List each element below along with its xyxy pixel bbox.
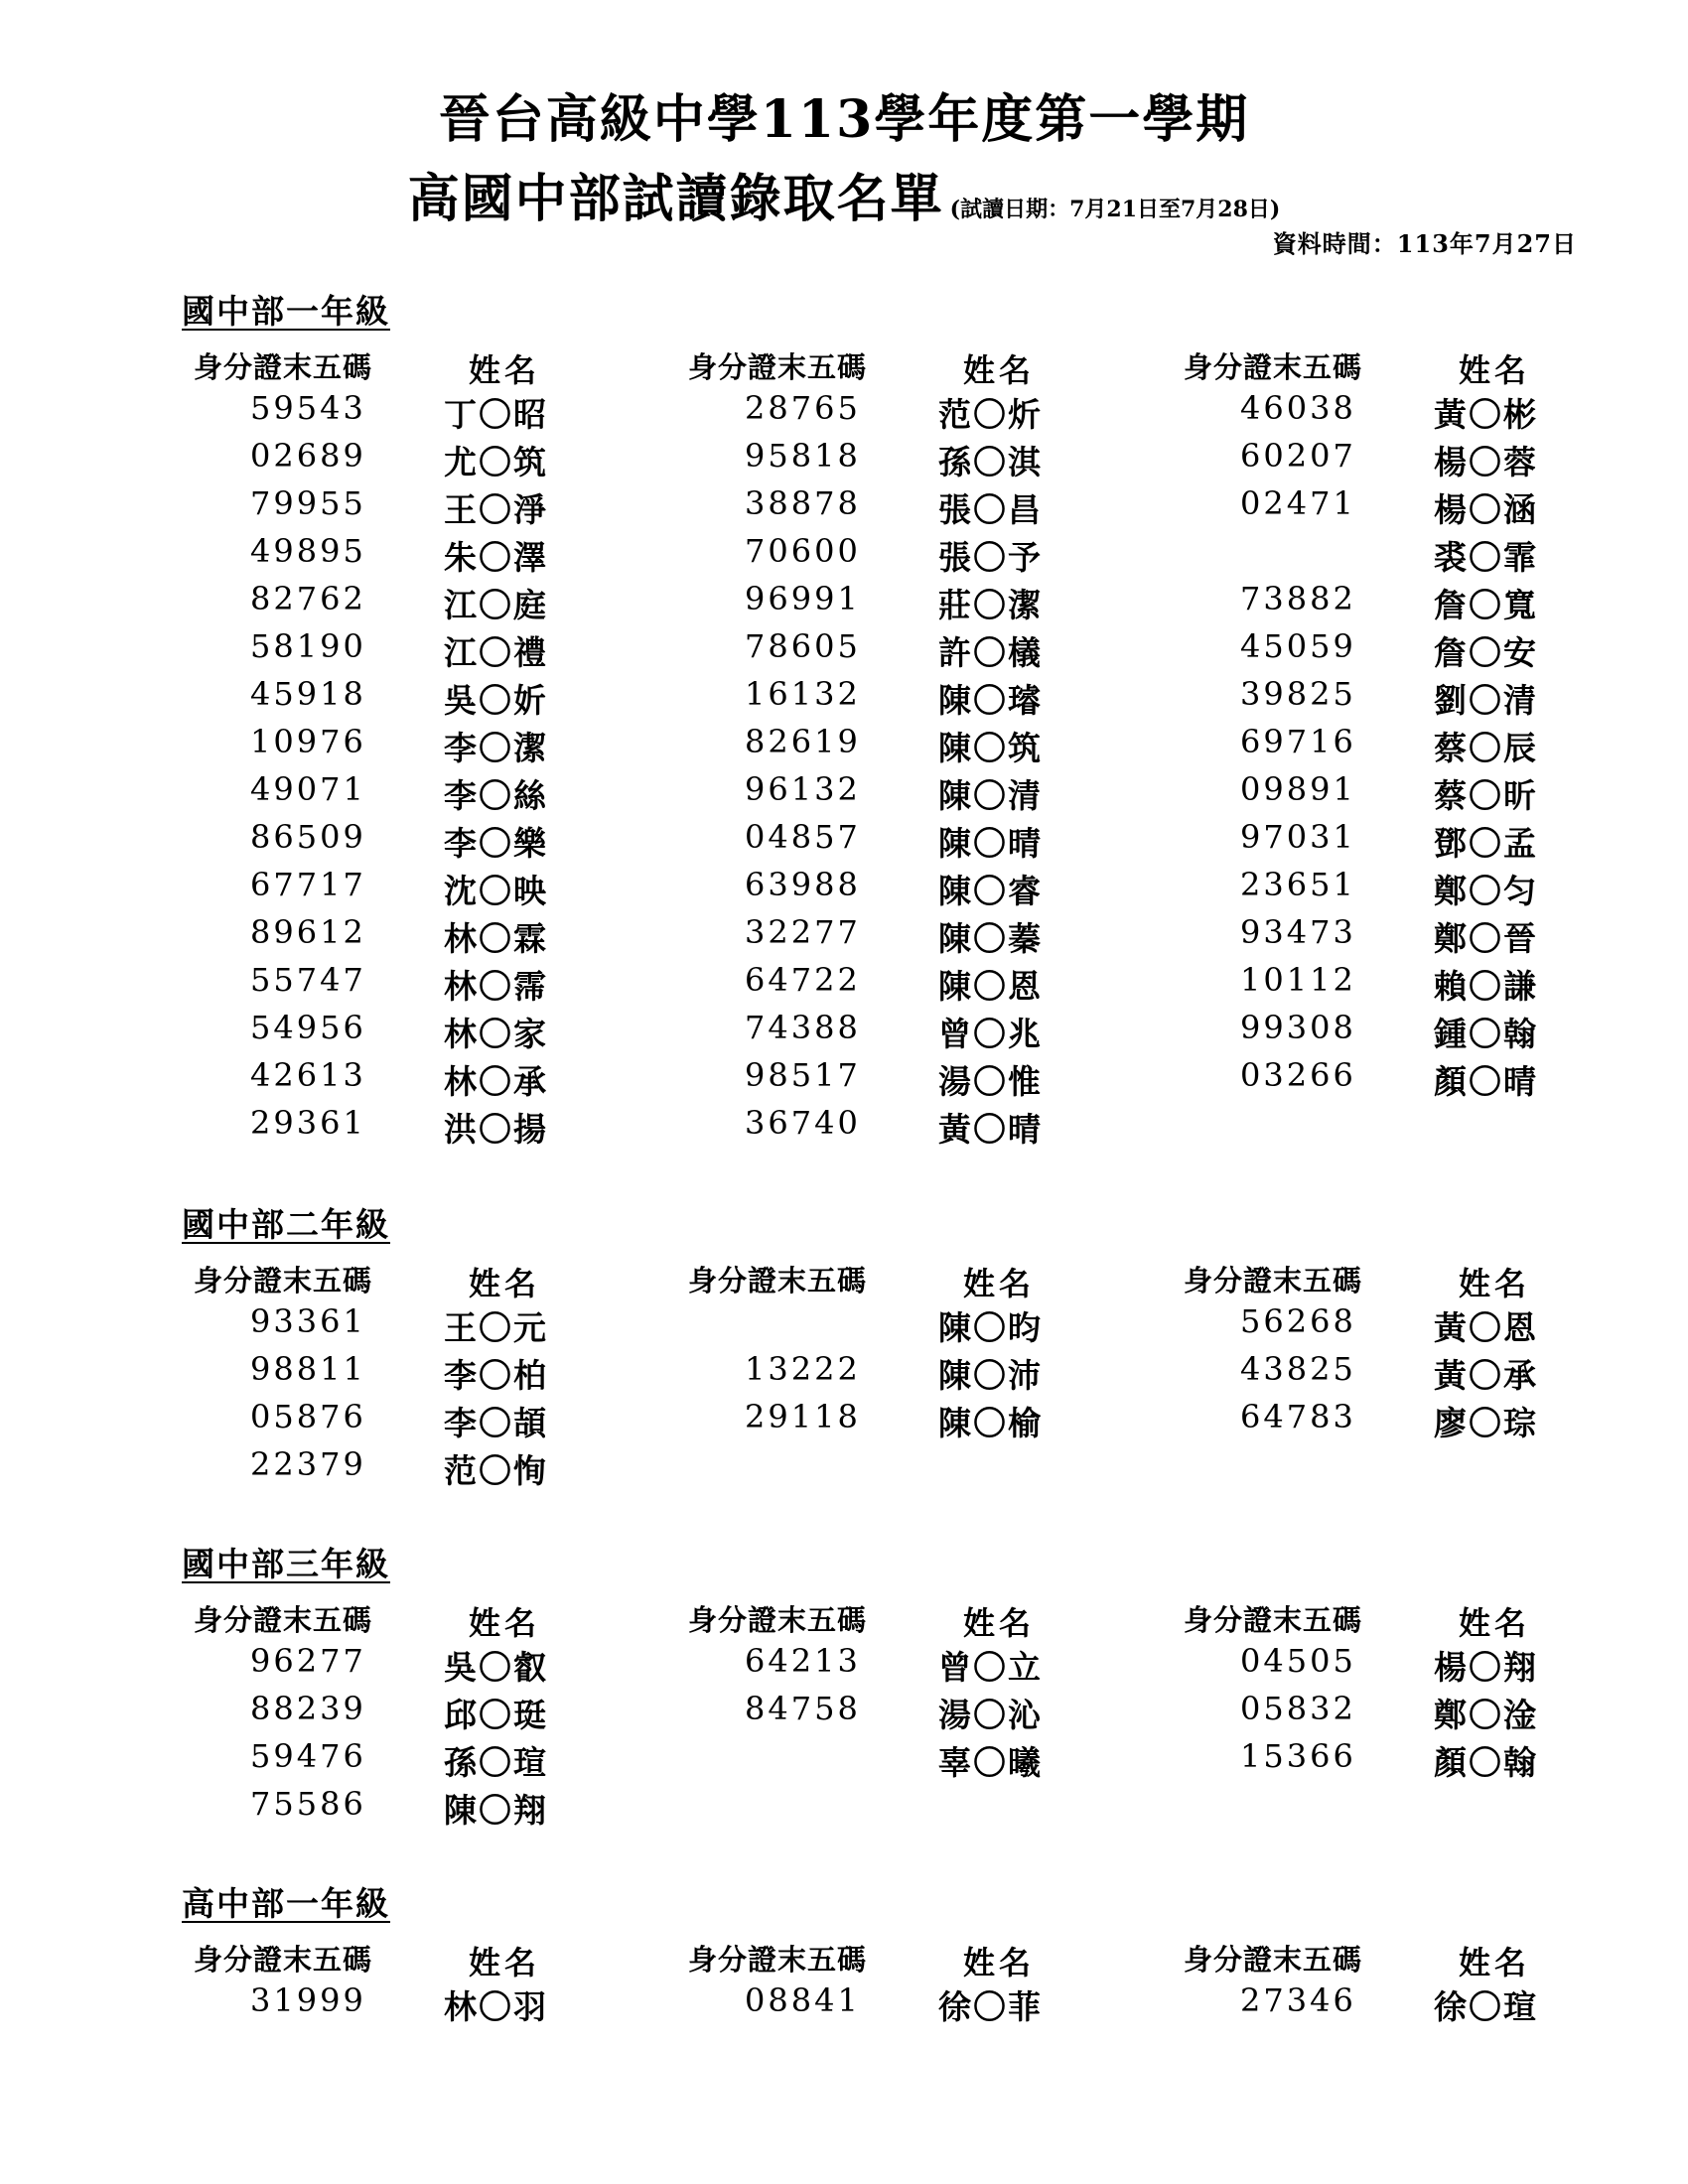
student-name: 劉〇清	[1434, 681, 1538, 720]
column-header-name: 姓名	[1459, 1944, 1531, 1981]
column-header-id: 身分證末五碼	[688, 1264, 868, 1297]
data-timestamp: 資料時間：113年7月27日	[1272, 229, 1577, 258]
list-row	[194, 1104, 670, 1152]
id-last-five: 82619	[745, 723, 861, 760]
student-name: 陳〇清	[938, 776, 1043, 815]
student-name: 江〇庭	[444, 586, 548, 624]
id-last-five: 36740	[745, 1104, 861, 1142]
student-name: 范〇恂	[444, 1451, 548, 1490]
student-name: 曾〇立	[938, 1648, 1043, 1687]
list-row	[688, 627, 1165, 675]
id-last-five: 98811	[250, 1350, 366, 1388]
student-name: 張〇昌	[938, 490, 1043, 529]
column-header-id: 身分證末五碼	[194, 1603, 373, 1637]
list-row	[1184, 961, 1660, 1009]
student-name: 林〇霈	[444, 967, 548, 1006]
list-row	[194, 437, 670, 484]
column-header-name: 姓名	[1459, 1604, 1531, 1642]
student-name: 李〇樂	[444, 824, 548, 863]
id-last-five: 67717	[250, 866, 366, 903]
list-row	[1184, 437, 1660, 484]
column-header-name: 姓名	[963, 1944, 1036, 1981]
student-name: 湯〇惟	[938, 1062, 1043, 1101]
id-last-five: 64213	[745, 1642, 861, 1680]
id-last-five: 63988	[745, 866, 861, 903]
id-last-five: 58190	[250, 627, 366, 665]
id-last-five: 10112	[1240, 961, 1356, 999]
list-row	[688, 1642, 1165, 1690]
id-last-five: 15366	[1240, 1737, 1356, 1775]
list-row	[688, 580, 1165, 627]
list-row	[194, 484, 670, 532]
list-row	[194, 770, 670, 818]
student-name: 徐〇菲	[938, 1987, 1043, 2026]
list-row	[688, 1302, 1165, 1350]
student-name: 陳〇沛	[938, 1356, 1043, 1395]
student-name: 顏〇翰	[1434, 1743, 1538, 1782]
list-row	[688, 437, 1165, 484]
list-row	[688, 389, 1165, 437]
student-name: 黃〇彬	[1434, 395, 1538, 434]
id-last-five: 49071	[250, 770, 366, 808]
student-name: 蔡〇辰	[1434, 729, 1538, 767]
id-last-five: 96132	[745, 770, 861, 808]
list-row	[194, 1302, 670, 1350]
id-last-five: 28765	[745, 389, 861, 427]
id-last-five: 43825	[1240, 1350, 1356, 1388]
student-name: 尤〇筑	[444, 443, 548, 481]
section-title: 國中部一年級	[182, 292, 390, 331]
student-name: 詹〇安	[1434, 633, 1538, 672]
list-row	[688, 484, 1165, 532]
column-header-name: 姓名	[963, 351, 1036, 389]
list-row	[1184, 1350, 1660, 1398]
id-last-five: 27346	[1240, 1981, 1356, 2019]
list-row	[688, 532, 1165, 580]
list-row	[194, 675, 670, 723]
student-name: 裘〇霏	[1434, 538, 1538, 577]
subtitle-line	[0, 157, 1688, 231]
column-header-id: 身分證末五碼	[1184, 1603, 1363, 1637]
list-row	[688, 1009, 1165, 1056]
student-name: 鄭〇淦	[1434, 1696, 1538, 1734]
id-last-five: 70600	[745, 532, 861, 570]
list-row	[194, 1350, 670, 1398]
column-header-name: 姓名	[963, 1604, 1036, 1642]
student-name: 朱〇澤	[444, 538, 548, 577]
student-name: 孫〇瑄	[444, 1743, 548, 1782]
list-row	[688, 866, 1165, 913]
student-name: 鄧〇孟	[1434, 824, 1538, 863]
student-name: 徐〇瑄	[1434, 1987, 1538, 2026]
id-last-five: 82762	[250, 580, 366, 617]
list-row	[1184, 866, 1660, 913]
list-row	[688, 1690, 1165, 1737]
list-row	[194, 961, 670, 1009]
student-name: 湯〇沁	[938, 1696, 1043, 1734]
id-last-five: 42613	[250, 1056, 366, 1094]
id-last-five: 93361	[250, 1302, 366, 1340]
column-header-id: 身分證末五碼	[688, 1943, 868, 1977]
student-name: 邱〇珽	[444, 1696, 548, 1734]
student-name: 曾〇兆	[938, 1015, 1043, 1053]
list-row	[194, 723, 670, 770]
section-title: 國中部三年級	[182, 1545, 390, 1583]
id-last-five: 93473	[1240, 913, 1356, 951]
list-row	[688, 723, 1165, 770]
student-name: 李〇柏	[444, 1356, 548, 1395]
id-last-five: 60207	[1240, 437, 1356, 475]
trial-date-note: (試讀日期：7月21日至7月28日)	[949, 197, 1281, 222]
id-last-five: 16132	[745, 675, 861, 713]
id-last-five: 45059	[1240, 627, 1356, 665]
student-name: 鄭〇晉	[1434, 919, 1538, 958]
list-row	[688, 1398, 1165, 1445]
list-row	[1184, 1398, 1660, 1445]
list-row	[194, 1009, 670, 1056]
page-title: 晉台高級中學113學年度第一學期	[438, 89, 1250, 150]
id-last-five: 96991	[745, 580, 861, 617]
id-last-five: 74388	[745, 1009, 861, 1046]
student-name: 林〇霖	[444, 919, 548, 958]
section-title: 高中部一年級	[182, 1884, 390, 1923]
list-row	[1184, 770, 1660, 818]
list-row	[688, 818, 1165, 866]
id-last-five: 05876	[250, 1398, 366, 1435]
student-name: 林〇家	[444, 1015, 548, 1053]
id-last-five: 99308	[1240, 1009, 1356, 1046]
page-subtitle: 高國中部試讀錄取名單	[407, 169, 944, 229]
id-last-five: 05832	[1240, 1690, 1356, 1727]
student-name: 王〇元	[444, 1308, 548, 1347]
list-row	[1184, 484, 1660, 532]
student-name: 黃〇恩	[1434, 1308, 1538, 1347]
id-last-five: 86509	[250, 818, 366, 856]
student-name: 陳〇晴	[938, 824, 1043, 863]
student-name: 鄭〇匀	[1434, 872, 1538, 910]
list-row	[1184, 627, 1660, 675]
id-last-five: 03266	[1240, 1056, 1356, 1094]
list-row	[194, 1445, 670, 1493]
list-row	[1184, 723, 1660, 770]
id-last-five: 23651	[1240, 866, 1356, 903]
column-header-id: 身分證末五碼	[688, 1603, 868, 1637]
id-last-five: 04505	[1240, 1642, 1356, 1680]
student-name: 陳〇昀	[938, 1308, 1043, 1347]
student-name: 顏〇晴	[1434, 1062, 1538, 1101]
column-header-id: 身分證末五碼	[194, 1943, 373, 1977]
list-row	[194, 866, 670, 913]
id-last-five: 88239	[250, 1690, 366, 1727]
id-last-five: 02689	[250, 437, 366, 475]
id-last-five: 13222	[745, 1350, 861, 1388]
id-last-five: 64783	[1240, 1398, 1356, 1435]
section-title: 國中部二年級	[182, 1205, 390, 1244]
student-name: 黃〇晴	[938, 1110, 1043, 1149]
student-name: 陳〇筑	[938, 729, 1043, 767]
student-name: 林〇承	[444, 1062, 548, 1101]
student-name: 丁〇昭	[444, 395, 548, 434]
student-name: 王〇淨	[444, 490, 548, 529]
id-last-five: 38878	[745, 484, 861, 522]
list-row	[194, 627, 670, 675]
id-last-five: 45918	[250, 675, 366, 713]
id-last-five: 78605	[745, 627, 861, 665]
id-last-five: 64722	[745, 961, 861, 999]
list-row	[688, 675, 1165, 723]
id-last-five: 54956	[250, 1009, 366, 1046]
id-last-five: 56268	[1240, 1302, 1356, 1340]
student-name: 孫〇淇	[938, 443, 1043, 481]
id-last-five: 46038	[1240, 389, 1356, 427]
student-name: 莊〇潔	[938, 586, 1043, 624]
id-last-five: 29361	[250, 1104, 366, 1142]
student-name: 洪〇揚	[444, 1110, 548, 1149]
list-row	[194, 389, 670, 437]
student-name: 陳〇璿	[938, 681, 1043, 720]
list-row	[1184, 1302, 1660, 1350]
column-header-name: 姓名	[963, 1265, 1036, 1302]
column-header-id: 身分證末五碼	[1184, 350, 1363, 384]
column-header-name: 姓名	[469, 1944, 541, 1981]
list-row	[1184, 1690, 1660, 1737]
id-last-five: 98517	[745, 1056, 861, 1094]
list-row	[1184, 389, 1660, 437]
student-name: 詹〇寬	[1434, 586, 1538, 624]
list-row	[1184, 818, 1660, 866]
column-header-id: 身分證末五碼	[688, 350, 868, 384]
student-name: 楊〇涵	[1434, 490, 1538, 529]
list-row	[1184, 913, 1660, 961]
list-row	[688, 1981, 1165, 2029]
student-name: 賴〇謙	[1434, 967, 1538, 1006]
list-row	[688, 961, 1165, 1009]
list-row	[194, 913, 670, 961]
column-header-name: 姓名	[469, 351, 541, 389]
student-name: 林〇羽	[444, 1987, 548, 2026]
column-header-id: 身分證末五碼	[1184, 1264, 1363, 1297]
column-header-name: 姓名	[1459, 1265, 1531, 1302]
student-name: 吳〇妡	[444, 681, 548, 720]
list-row	[1184, 580, 1660, 627]
id-last-five: 95818	[745, 437, 861, 475]
list-row	[194, 818, 670, 866]
student-name: 李〇潔	[444, 729, 548, 767]
student-name: 沈〇映	[444, 872, 548, 910]
id-last-five: 04857	[745, 818, 861, 856]
list-row	[194, 1056, 670, 1104]
student-name: 吳〇叡	[444, 1648, 548, 1687]
list-row	[1184, 532, 1660, 580]
student-name: 陳〇睿	[938, 872, 1043, 910]
id-last-five: 49895	[250, 532, 366, 570]
student-name: 蔡〇昕	[1434, 776, 1538, 815]
list-row	[194, 1690, 670, 1737]
column-header-name: 姓名	[469, 1265, 541, 1302]
list-row	[1184, 1642, 1660, 1690]
list-row	[688, 1737, 1165, 1785]
id-last-five: 22379	[250, 1445, 366, 1483]
student-name: 張〇予	[938, 538, 1043, 577]
id-last-five: 32277	[745, 913, 861, 951]
list-row	[194, 580, 670, 627]
id-last-five: 89612	[250, 913, 366, 951]
list-row	[194, 532, 670, 580]
id-last-five: 73882	[1240, 580, 1356, 617]
id-last-five: 96277	[250, 1642, 366, 1680]
list-row	[1184, 1737, 1660, 1785]
id-last-five: 55747	[250, 961, 366, 999]
id-last-five: 02471	[1240, 484, 1356, 522]
id-last-five: 10976	[250, 723, 366, 760]
list-row	[1184, 1009, 1660, 1056]
id-last-five: 84758	[745, 1690, 861, 1727]
student-name: 辜〇曦	[938, 1743, 1043, 1782]
student-name: 楊〇翔	[1434, 1648, 1538, 1687]
student-name: 陳〇恩	[938, 967, 1043, 1006]
list-row	[688, 770, 1165, 818]
list-row	[194, 1981, 670, 2029]
student-name: 李〇絲	[444, 776, 548, 815]
student-name: 廖〇琮	[1434, 1404, 1538, 1442]
column-header-id: 身分證末五碼	[194, 1264, 373, 1297]
id-last-five: 59476	[250, 1737, 366, 1775]
student-name: 鍾〇翰	[1434, 1015, 1538, 1053]
id-last-five: 09891	[1240, 770, 1356, 808]
id-last-five: 39825	[1240, 675, 1356, 713]
list-row	[194, 1642, 670, 1690]
list-row	[688, 1350, 1165, 1398]
id-last-five: 59543	[250, 389, 366, 427]
column-header-id: 身分證末五碼	[1184, 1943, 1363, 1977]
id-last-five: 97031	[1240, 818, 1356, 856]
student-name: 江〇禮	[444, 633, 548, 672]
id-last-five: 79955	[250, 484, 366, 522]
id-last-five: 08841	[745, 1981, 861, 2019]
list-row	[1184, 1981, 1660, 2029]
student-name: 范〇炘	[938, 395, 1043, 434]
student-name: 許〇檥	[938, 633, 1043, 672]
list-row	[194, 1737, 670, 1785]
list-row	[1184, 675, 1660, 723]
id-last-five: 31999	[250, 1981, 366, 2019]
id-last-five: 75586	[250, 1785, 366, 1823]
list-row	[194, 1785, 670, 1833]
student-name: 陳〇蓁	[938, 919, 1043, 958]
student-name: 李〇頡	[444, 1404, 548, 1442]
student-name: 陳〇榆	[938, 1404, 1043, 1442]
student-name: 楊〇蓉	[1434, 443, 1538, 481]
list-row	[688, 1104, 1165, 1152]
id-last-five: 69716	[1240, 723, 1356, 760]
list-row	[688, 1056, 1165, 1104]
id-last-five: 29118	[745, 1398, 861, 1435]
list-row	[688, 913, 1165, 961]
column-header-id: 身分證末五碼	[194, 350, 373, 384]
list-row	[1184, 1056, 1660, 1104]
column-header-name: 姓名	[469, 1604, 541, 1642]
list-row	[194, 1398, 670, 1445]
student-name: 黃〇承	[1434, 1356, 1538, 1395]
student-name: 陳〇翔	[444, 1791, 548, 1830]
column-header-name: 姓名	[1459, 351, 1531, 389]
